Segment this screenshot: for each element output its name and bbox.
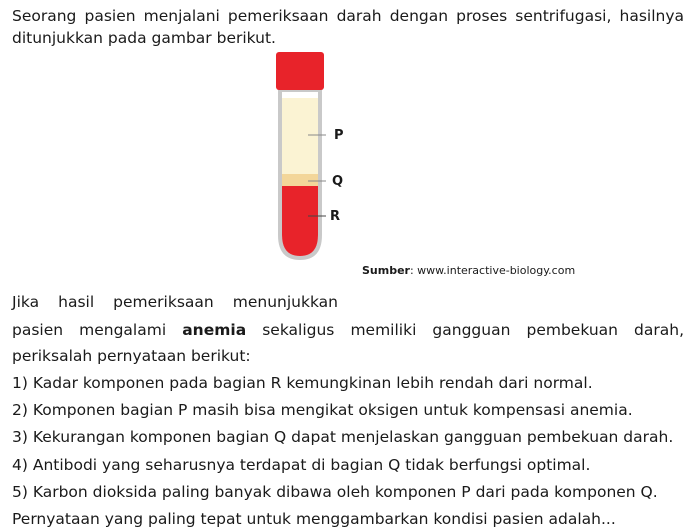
source-text: : www.interactive-biology.com <box>409 264 576 277</box>
label-r: R <box>330 209 341 224</box>
label-q: Q <box>332 174 344 189</box>
question-line-2-before: pasien mengalami <box>12 321 167 339</box>
tube-cap <box>276 52 324 90</box>
source-label: Sumber <box>362 264 410 277</box>
question-prompt: Pernyataan yang paling tepat untuk menggambarkan kondisi pasien adalah... <box>12 510 616 528</box>
figure-source <box>362 264 575 278</box>
buffy-coat-layer <box>282 174 318 186</box>
statement-4: 4) Antibodi yang seharusnya terdapat di bagian Q tidak berfungsi optimal. <box>12 456 591 474</box>
centrifuge-tube-figure <box>270 50 360 265</box>
statement-2: 2) Komponen bagian P masih bisa mengikat oksigen untuk kompensasi anemia. <box>12 401 633 419</box>
question-line-2-after: sekaligus memiliki gangguan pembekuan darah, <box>262 321 684 339</box>
intro-line-2: ditunjukkan pada gambar berikut. <box>12 29 276 47</box>
test-tube-icon <box>270 50 360 265</box>
statement-1: 1) Kadar komponen pada bagian R kemungkinan lebih rendah dari normal. <box>12 374 593 392</box>
intro-line-1: Seorang pasien menjalani pemeriksaan darah dengan proses sentrifugasi, hasilnya <box>12 7 684 25</box>
question-line-3: periksalah pernyataan berikut: <box>12 347 251 365</box>
red-blood-cell-layer <box>282 186 318 261</box>
question-line-1: Jika hasil pemeriksaan menunjukkan <box>12 293 338 311</box>
anemia-term: anemia <box>182 321 247 339</box>
statement-3: 3) Kekurangan komponen bagian Q dapat menjelaskan gangguan pembekuan darah. <box>12 428 674 446</box>
statement-5: 5) Karbon dioksida paling banyak dibawa oleh komponen P dari pada komponen Q. <box>12 483 658 501</box>
label-p: P <box>334 128 344 143</box>
question-line-2 <box>12 320 684 340</box>
plasma-layer <box>282 98 318 174</box>
